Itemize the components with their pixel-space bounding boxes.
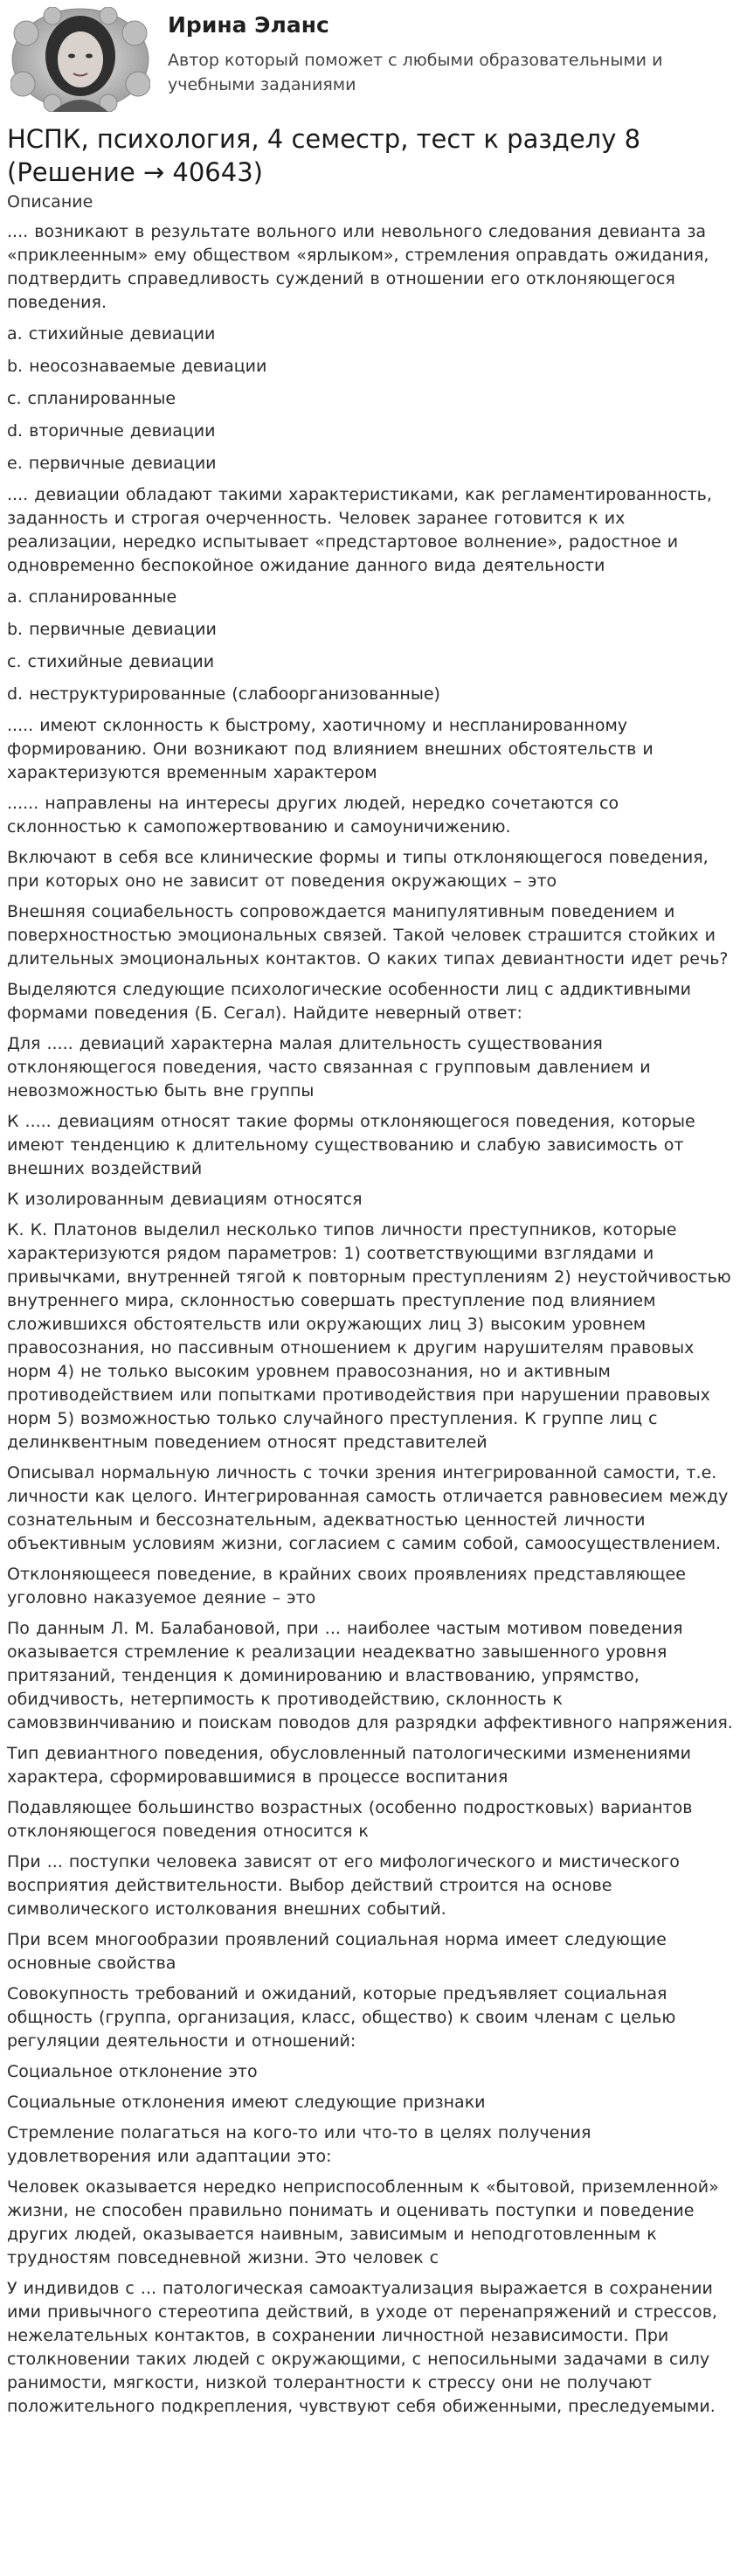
author-card xyxy=(7,5,733,114)
question-text: Подавляющее большинство возрастных (особенно подростковых) вариантов отклоняющегося поведения относится к xyxy=(7,1798,693,1841)
question-text: Для ..... девиаций характерна малая длительность существования отклоняющегося поведения, часто связанная с групповым давлением и невозможностью быть вне группы xyxy=(7,1034,651,1101)
question-text: Социальное отклонение это xyxy=(7,2062,258,2081)
author-name[interactable]: Ирина Эланс xyxy=(168,12,329,38)
answer-option: c. спланированные xyxy=(7,389,176,408)
answer-option: e. первичные девиации xyxy=(7,454,217,473)
avatar[interactable] xyxy=(7,5,154,114)
answer-option: b. неосознаваемые девиации xyxy=(7,357,267,376)
question-text: Выделяются следующие психологические особенности лиц с аддиктивными формами поведения (Б. Сегал). Найдите неверный ответ: xyxy=(7,980,692,1023)
question-text: Тип девиантного поведения, обусловленный патологическими изменениями характера, сформировавшимися в процессе воспитания xyxy=(7,1744,691,1787)
question-text: Человек оказывается нередко неприспособленным к «бытовой, приземленной» жизни, не способен правильно понимать и оценивать поступки и поведение других людей, оказывается наивным, зависимым и неподготовленным к трудностям повседневной жизни. Это человек с xyxy=(7,2177,719,2267)
answer-option: d. неструктурированные (слабоорганизованные) xyxy=(7,684,440,704)
question-text: Совокупность требований и ожиданий, которые предъявляет социальная общность (группа, организация, класс, общество) к своим членам с целью регуляции деятельности и отношений: xyxy=(7,1984,676,2051)
question-text: К ..... девиациям относят такие формы отклоняющегося поведения, которые имеют тенденцию к длительному существованию и слабую зависимость от внешних воздействий xyxy=(7,1112,695,1178)
author-description: Автор который поможет с любыми образовательными и учебными заданиями xyxy=(168,51,663,94)
question-text: ...... направлены на интересы других людей, нередко сочетаются со склонностью к самопожертвованию и самоуничижению. xyxy=(7,794,619,837)
answer-option: d. вторичные девиации xyxy=(7,421,216,441)
question-text: Стремление полагаться на кого-то или что-то в целях получения удовлетворения или адаптации это: xyxy=(7,2123,591,2166)
answer-option: b. первичные девиации xyxy=(7,620,217,639)
question-text: Внешняя социабельность сопровождается манипулятивным поведением и поверхностностью эмоциональных связей. Такой человек страшится стойких и длительных эмоциональных контактов. О каких типах девиантности идет речь? xyxy=(7,902,729,969)
question-text: При всем многообразии проявлений социальная норма имеет следующие основные свойства xyxy=(7,1930,667,1973)
question-text: Социальные отклонения имеют следующие признаки xyxy=(7,2093,486,2112)
question-text: При ... поступки человека зависят от его мифологического и мистического восприятия действительности. Выбор действий строится на основе символического истолкования внешних событий. xyxy=(7,1852,680,1919)
question-text: Отклоняющееся поведение, в крайних своих проявлениях представляющее уголовно наказуемое деяние – это xyxy=(7,1565,686,1607)
author-info xyxy=(168,5,692,97)
questions-list xyxy=(7,217,733,2422)
question-text: Включают в себя все клинические формы и типы отклоняющегося поведения, при которых оно не зависит от поведения окружающих – это xyxy=(7,848,709,891)
question-text: У индивидов с ... патологическая самоактуализация выражается в сохранении ими привычного стереотипа действий, в уходе от перенапряжений и стрессов, нежелательных контактов, в сохранении личностной независимости. При столкновении таких людей с окружающими, с непосильными задачами в силу ранимости, мягкости, низкой толерантности к стрессу они не получают положительного подкрепления, чувствуют себя обиженными, преследуемыми. xyxy=(7,2279,717,2416)
description-label: Описание xyxy=(7,192,93,212)
avatar-image xyxy=(10,7,150,112)
question-text: .... возникают в результате вольного или невольного следования девианта за «приклеенным» ему обществом «ярлыком», стремления оправдать ожидания, подтвердить справедливость суждений в отношении его отклоняющегося поведения. xyxy=(7,222,709,312)
question-text: К изолированным девиациям относятся xyxy=(7,1190,363,1209)
answer-option: a. спланированные xyxy=(7,587,177,607)
question-text: .... девиации обладают такими характеристиками, как регламентированность, заданность и строгая очерченность. Человек заранее готовится к их реализации, нередко испытывает «предстартовое волнение», радостное и одновременно беспокойное ожидание данного вида деятельности xyxy=(7,485,712,575)
answer-option: a. стихийные девиации xyxy=(7,324,216,344)
page-title: НСПК, психология, 4 семестр, тест к разделу 8 (Решение → 40643) xyxy=(7,124,641,187)
question-text: К. К. Платонов выделил несколько типов личности преступников, которые характеризуются рядом параметров: 1) соответствующими взглядами и привычками, внутренней тягой к повторным преступлениям 2) неустойчивостью внутреннего мира, склонностью совершать преступление под влиянием сложившихся обстоятельств или окружающих лиц 3) высоким уровнем правосознания, но пассивным отношением к другим нарушителям правовых норм 4) не только высоким уровнем правосознания, но и активным противодействием или попытками противодействия при нарушении правовых норм 5) возможностью только случайного преступления. К группе лиц с делинквентным поведением относят представителей xyxy=(7,1220,731,1452)
answer-option: c. стихийные девиации xyxy=(7,652,215,671)
question-text: Описывал нормальную личность с точки зрения интегрированной самости, т.е. личности как целого. Интегрированная самость отличается равновесием между сознательным и бессознательным, адекватностью ценностей личности объективным условиям жизни, согласием с самим собой, самоосуществлением. xyxy=(7,1463,729,1553)
question-text: По данным Л. М. Балабановой, при ... наиболее частым мотивом поведения оказывается стремление к реализации неадекватно завышенного уровня притязаний, тенденция к доминированию и властвованию, упрямство, обидчивость, нетерпимость к противодействию, склонность к самовзвинчиванию и поискам поводов для разрядки аффективного напряжения. xyxy=(7,1619,733,1732)
question-text: ..... имеют склонность к быстрому, хаотичному и неспланированному формированию. Они возникают под влиянием внешних обстоятельств и характеризуются временным характером xyxy=(7,716,654,782)
